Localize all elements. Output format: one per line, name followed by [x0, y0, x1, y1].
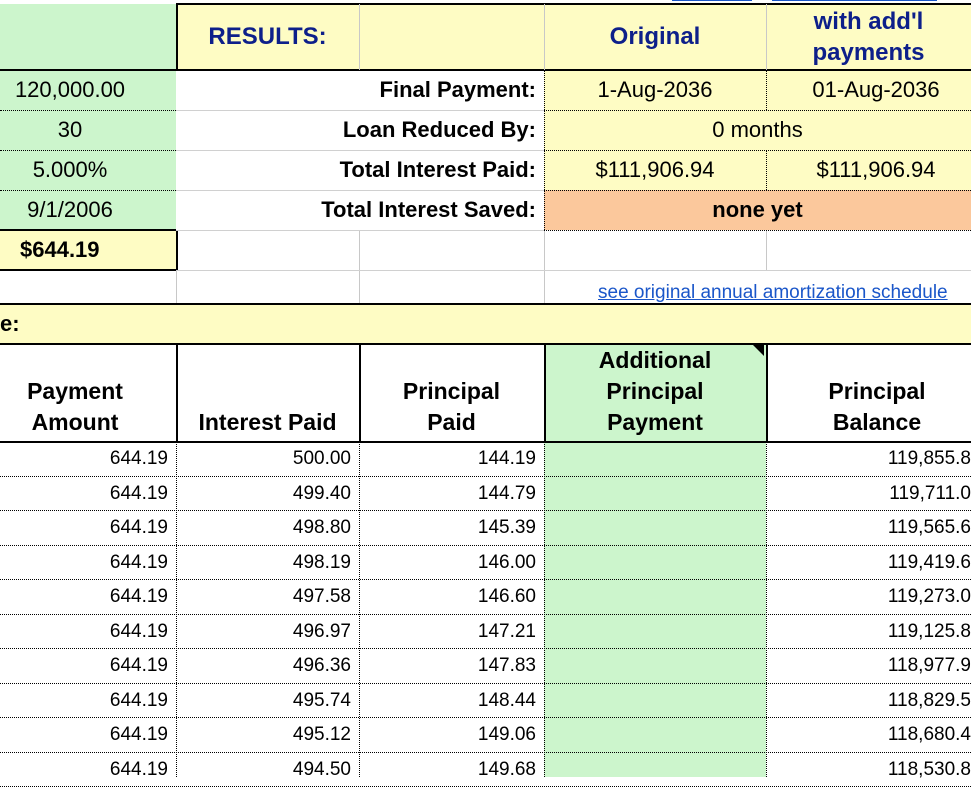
section-label: e: — [0, 304, 100, 344]
column-divider — [176, 442, 177, 777]
interest-paid-cell: 496.36 — [176, 649, 359, 684]
total-interest-saved-value: none yet — [544, 190, 971, 230]
payment-amount-cell: 644.19 — [0, 477, 176, 512]
col-principal-balance: Principal Balance — [766, 344, 971, 442]
principal-paid-cell: 144.79 — [359, 477, 544, 512]
top-link-fragment-2 — [772, 0, 937, 1]
column-divider — [766, 442, 767, 777]
loan-amount-input[interactable]: 120,000.00 — [0, 70, 140, 110]
header-green-cell — [0, 4, 176, 70]
col-payment-amount: Payment Amount — [0, 344, 176, 442]
interest-paid-cell: 494.50 — [176, 753, 359, 787]
top-link-fragment — [672, 0, 752, 1]
principal-paid-cell: 145.39 — [359, 511, 544, 546]
col-principal-paid: Principal Paid — [359, 344, 544, 442]
total-interest-saved-label: Total Interest Saved: — [176, 190, 544, 230]
additional-principal-input[interactable] — [544, 753, 766, 787]
additional-principal-input[interactable] — [544, 511, 766, 546]
principal-balance-cell: 118,829.5 — [766, 684, 971, 719]
principal-balance-cell: 119,125.8 — [766, 615, 971, 650]
interest-paid-cell: 495.12 — [176, 718, 359, 753]
total-interest-paid-original: $111,906.94 — [544, 150, 766, 190]
principal-balance-cell: 119,711.0 — [766, 477, 971, 512]
final-payment-label: Final Payment: — [176, 70, 544, 110]
payment-amount-cell: 644.19 — [0, 546, 176, 581]
interest-paid-cell: 500.00 — [176, 442, 359, 477]
interest-paid-cell: 498.80 — [176, 511, 359, 546]
interest-paid-cell: 497.58 — [176, 580, 359, 615]
payment-amount-cell: 644.19 — [0, 753, 176, 787]
principal-paid-cell: 146.60 — [359, 580, 544, 615]
col-additional-heading: with add'l payments — [766, 4, 971, 70]
start-date-input[interactable]: 9/1/2006 — [0, 190, 140, 230]
principal-balance-cell: 119,419.6 — [766, 546, 971, 581]
payment-amount-cell: 644.19 — [0, 718, 176, 753]
principal-paid-cell: 146.00 — [359, 546, 544, 581]
principal-balance-cell: 119,273.0 — [766, 580, 971, 615]
additional-principal-input[interactable] — [544, 477, 766, 512]
payment-amount-cell: 644.19 — [0, 580, 176, 615]
results-heading: RESULTS: — [176, 4, 359, 70]
additional-principal-input[interactable] — [544, 442, 766, 477]
principal-balance-cell: 118,977.9 — [766, 649, 971, 684]
payment-amount-cell: 644.19 — [0, 649, 176, 684]
principal-paid-cell: 147.83 — [359, 649, 544, 684]
additional-principal-input[interactable] — [544, 546, 766, 581]
payment-amount-cell: 644.19 — [0, 511, 176, 546]
section-band — [0, 304, 971, 344]
interest-paid-cell: 496.97 — [176, 615, 359, 650]
principal-paid-cell: 147.21 — [359, 615, 544, 650]
term-years-input[interactable]: 30 — [0, 110, 140, 150]
final-payment-additional: 01-Aug-2036 — [766, 70, 971, 110]
principal-paid-cell: 149.68 — [359, 753, 544, 787]
column-divider — [544, 442, 545, 777]
col-original-heading: Original — [544, 4, 766, 70]
col-additional-principal: Additional Principal Payment — [544, 344, 766, 442]
interest-rate-input[interactable]: 5.000% — [0, 150, 140, 190]
payment-amount-cell: 644.19 — [0, 442, 176, 477]
total-interest-paid-label: Total Interest Paid: — [176, 150, 544, 190]
principal-balance-cell: 119,855.8 — [766, 442, 971, 477]
payment-amount-cell: 644.19 — [0, 684, 176, 719]
principal-paid-cell: 144.19 — [359, 442, 544, 477]
final-payment-original: 1-Aug-2036 — [544, 70, 766, 110]
additional-principal-input[interactable] — [544, 684, 766, 719]
total-interest-paid-additional: $111,906.94 — [766, 150, 971, 190]
principal-balance-cell: 118,530.8 — [766, 753, 971, 787]
interest-paid-cell: 499.40 — [176, 477, 359, 512]
principal-paid-cell: 149.06 — [359, 718, 544, 753]
loan-reduced-value: 0 months — [544, 110, 971, 150]
additional-principal-input[interactable] — [544, 615, 766, 650]
annual-schedule-link[interactable]: see original annual amortization schedule — [598, 282, 971, 306]
principal-balance-cell: 119,565.6 — [766, 511, 971, 546]
interest-paid-cell: 498.19 — [176, 546, 359, 581]
monthly-payment-value: $644.19 — [20, 230, 170, 270]
col-interest-paid: Interest Paid — [176, 344, 359, 442]
loan-reduced-label: Loan Reduced By: — [176, 110, 544, 150]
additional-principal-input[interactable] — [544, 718, 766, 753]
column-divider — [359, 442, 360, 777]
principal-paid-cell: 148.44 — [359, 684, 544, 719]
additional-principal-input[interactable] — [544, 580, 766, 615]
principal-balance-cell: 118,680.4 — [766, 718, 971, 753]
interest-paid-cell: 495.74 — [176, 684, 359, 719]
additional-principal-input[interactable] — [544, 649, 766, 684]
payment-amount-cell: 644.19 — [0, 615, 176, 650]
